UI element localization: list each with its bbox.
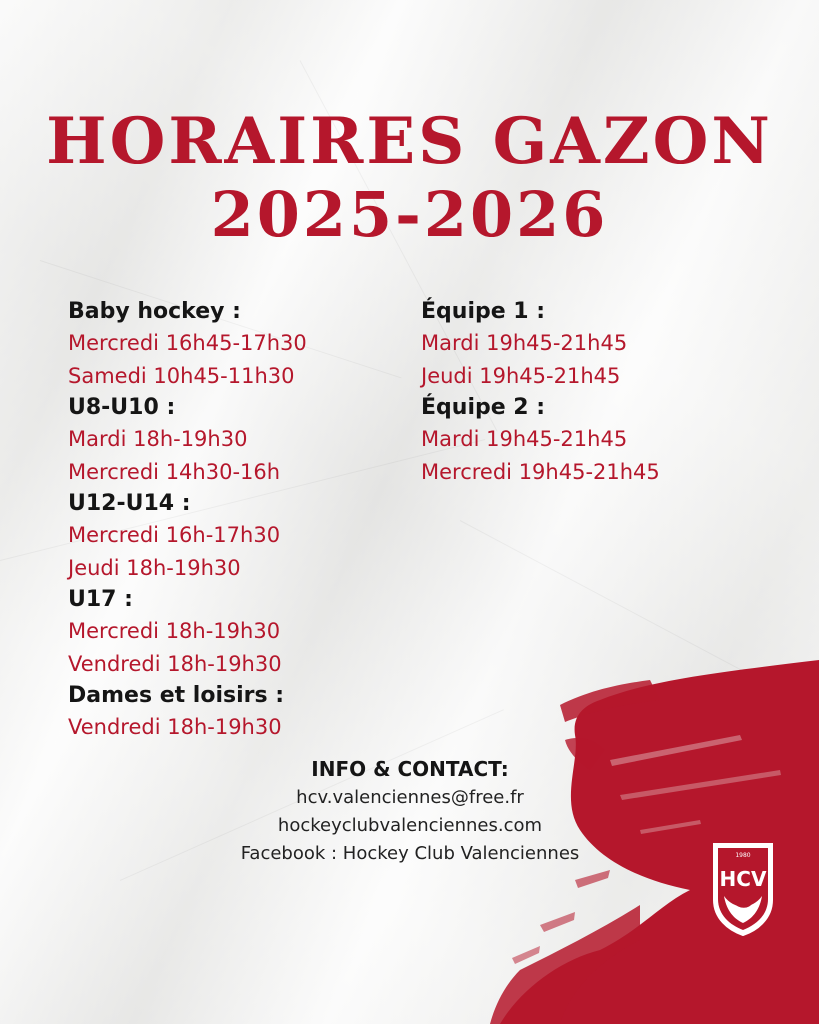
logo-year: 1980 xyxy=(735,852,751,859)
group-baby-hockey xyxy=(68,297,307,393)
time-slot: Vendredi 18h-19h30 xyxy=(68,652,282,676)
group-label: Baby hockey : xyxy=(68,299,241,324)
group-u8-u10 xyxy=(68,393,307,489)
time-slot: Mardi 18h-19h30 xyxy=(68,427,248,451)
group-equipe-1 xyxy=(421,297,660,393)
logo-text: HCV xyxy=(719,867,767,891)
time-slot: Mercredi 18h-19h30 xyxy=(68,619,281,643)
group-equipe-2 xyxy=(421,393,660,489)
group-dames-loisirs xyxy=(68,681,307,744)
right-schedule-column xyxy=(421,297,660,489)
group-label: U8-U10 : xyxy=(68,395,176,420)
time-slot: Mercredi 16h45-17h30 xyxy=(68,331,307,355)
season-title: 2025-2026 xyxy=(210,178,609,251)
group-label: Équipe 2 : xyxy=(421,395,546,420)
hcv-club-crest-icon xyxy=(710,838,776,938)
contact-section xyxy=(160,754,660,868)
group-label: U17 : xyxy=(68,587,133,612)
time-slot: Samedi 10h45-11h30 xyxy=(68,364,295,388)
contact-title: INFO & CONTACT: xyxy=(311,757,509,781)
time-slot: Jeudi 19h45-21h45 xyxy=(421,364,621,388)
contact-email: hcv.valenciennes@free.fr xyxy=(296,787,524,808)
time-slot: Mercredi 16h-17h30 xyxy=(68,523,281,547)
group-label: Équipe 1 : xyxy=(421,299,546,324)
time-slot: Mercredi 14h30-16h xyxy=(68,460,281,484)
group-u17 xyxy=(68,585,307,681)
time-slot: Jeudi 18h-19h30 xyxy=(68,556,241,580)
time-slot: Mardi 19h45-21h45 xyxy=(421,427,628,451)
left-schedule-column xyxy=(68,297,307,744)
time-slot: Vendredi 18h-19h30 xyxy=(68,715,282,739)
page-title: HORAIRES GAZON xyxy=(46,104,773,179)
contact-website: hockeyclubvalenciennes.com xyxy=(277,815,543,836)
time-slot: Mercredi 19h45-21h45 xyxy=(421,460,660,484)
contact-facebook: Facebook : Hockey Club Valenciennes xyxy=(240,843,580,864)
group-label: Dames et loisirs : xyxy=(68,683,285,708)
group-label: U12-U14 : xyxy=(68,491,191,516)
time-slot: Mardi 19h45-21h45 xyxy=(421,331,628,355)
group-u12-u14 xyxy=(68,489,307,585)
